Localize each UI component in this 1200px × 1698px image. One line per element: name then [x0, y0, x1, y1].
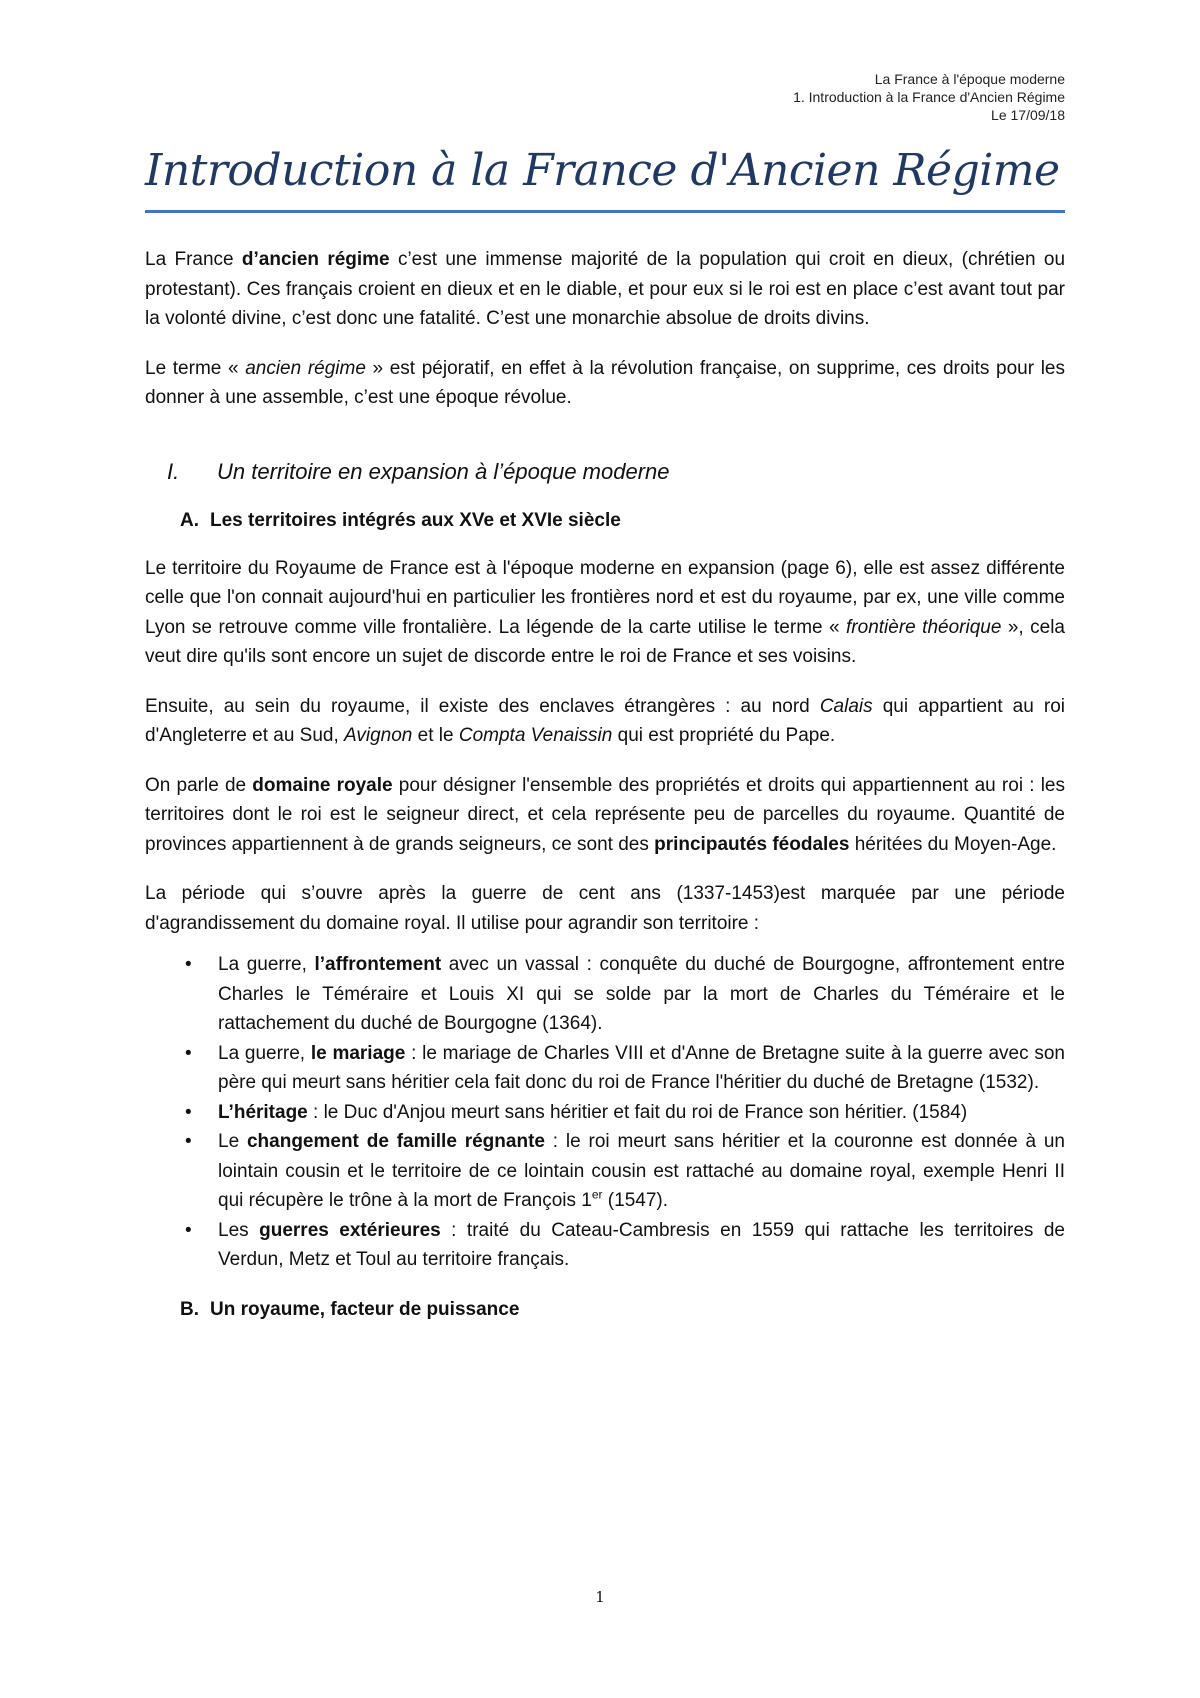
paragraph-territoire: [145, 554, 1065, 672]
section-heading-1: [167, 457, 1065, 487]
text-run: (1547).: [602, 1190, 669, 1211]
text-run: : le mariage de Charles VIII et d'Anne de Bretagne suite à la guerre avec son père qui meurt sans héritier cela fait donc du roi de France l'héritier du duché de Bretagne (1532).: [218, 1042, 1066, 1093]
text-run: Ensuite, au sein du royaume, il existe des enclaves étrangères : au nord: [145, 695, 820, 717]
text-run: », cela veut dire qu'ils sont encore un sujet de discorde entre le roi de France et ses voisins.: [145, 616, 1065, 667]
text-run: avec un vassal : conquête du duché de Bourgogne, affrontement entre Charles le Téméraire et Louis XI qui se solde par la mort de Charles du Téméraire et le rattachement du duché de Bourgogne (1364).: [218, 954, 1065, 1034]
paragraph-periode: La période qui s’ouvre après la guerre de cent ans (1337-1453)est marquée par une période d'agrandissement du domaine royal. Il utilise pour agrandir son territoire :: [145, 883, 1065, 934]
text-run: La guerre,: [218, 954, 315, 975]
text-run: Le terme «: [145, 357, 246, 379]
text-run: » est péjoratif, en effet à la révolution française, on supprime, ces droits pour les donner à une assemble, c’est une époque révolue.: [145, 357, 1065, 408]
text-run: héritées du Moyen-Age.: [849, 833, 1057, 855]
list-item: [145, 1098, 1065, 1128]
italic-term: ancien régime: [245, 357, 366, 379]
text-run: et le: [412, 725, 459, 746]
list-item: [145, 1127, 1065, 1216]
subsection-letter: B.: [180, 1298, 199, 1320]
bullet-icon: •: [185, 1101, 192, 1123]
document-body: [145, 245, 1065, 1342]
subsection-heading-a: [180, 506, 1065, 536]
title-underline: [145, 210, 1065, 213]
italic-term: frontière théorique: [846, 616, 1002, 638]
text-run: : le roi meurt sans héritier et la couronne est donnée à un lointain cousin et le territoire de ce lointain cousin est rattaché au domaine royal, exemple Henri II qui récupère le trône à la mort de François 1: [218, 1131, 1065, 1211]
subsection-letter: A.: [180, 510, 199, 531]
text-run: Le territoire du Royaume de France est à l'époque moderne en expansion (page 6), elle est assez différente celle que l'on connait aujourd'hui en particulier les frontières nord et est du royaume, par ex, une ville comme Lyon se retrouve comme ville frontalière. La légende de la carte utilise le terme «: [145, 557, 1065, 638]
list-item: [145, 1039, 1065, 1098]
paragraph-domaine-royale: [145, 771, 1065, 860]
bold-term: changement de famille régnante: [246, 1131, 545, 1152]
header-date: Le 17/09/18: [991, 107, 1065, 123]
subsection-title: Un royaume, facteur de puissance: [210, 1298, 520, 1320]
text-run: qui est propriété du Pape.: [612, 725, 836, 746]
intro-paragraph-1: [145, 245, 1065, 334]
text-run: : le Duc d'Anjou meurt sans héritier et fait du roi de France son héritier. (1584): [307, 1101, 968, 1123]
bullet-icon: •: [185, 1131, 192, 1152]
list-item: [145, 950, 1065, 1039]
text-run: On parle de: [145, 774, 253, 796]
text-run: c’est une immense majorité de la population qui croit en dieux, (chrétien ou protestant). Ces français croient en dieux et en le diable, et pour eux si le roi est en place c’est avant tout par la volonté divine, c’est donc une fatalité. C’est une monarchie absolue de droits divins.: [145, 249, 1066, 329]
bullet-icon: •: [185, 1042, 192, 1064]
bold-term: le mariage: [310, 1042, 406, 1064]
italic-term: Calais: [819, 695, 873, 717]
bold-term: L’héritage: [218, 1101, 308, 1123]
header-chapter: 1. Introduction à la France d'Ancien Régime: [793, 89, 1065, 105]
list-item: [145, 1216, 1065, 1275]
bold-term: d’ancien régime: [241, 249, 390, 270]
text-run: pour désigner l'ensemble des propriétés et droits qui appartiennent au roi : les territoires dont le roi est le seigneur direct, et cela représente peu de parcelles du royaume. Quantité de provinces appartiennent à de grands seigneurs, ce sont des: [145, 774, 1065, 855]
text-run: La guerre,: [218, 1042, 311, 1064]
header-course: La France à l'époque moderne: [874, 71, 1065, 87]
paragraph-enclaves: [145, 692, 1065, 751]
text-run: La France: [145, 249, 242, 270]
page-number: 1: [595, 1588, 605, 1606]
text-run: : traité du Cateau-Cambresis en 1559 qui rattache les territoires de Verdun, Metz et Toul au territoire français.: [218, 1219, 1065, 1270]
intro-paragraph-2: [145, 354, 1065, 413]
subsection-title: Les territoires intégrés aux XVe et XVIe siècle: [210, 510, 621, 531]
section-title: Un territoire en expansion à l’époque moderne: [217, 458, 670, 484]
text-run: qui appartient au roi d'Angleterre et au Sud,: [145, 695, 1065, 746]
italic-term: Compta Venaissin: [458, 725, 613, 746]
subsection-heading-b: [180, 1295, 1065, 1325]
bullet-icon: •: [185, 1219, 192, 1241]
italic-term: Avignon: [344, 725, 413, 746]
text-run: Le: [218, 1131, 247, 1152]
bullet-list: [145, 950, 1065, 1275]
page-header: [793, 70, 1065, 124]
bold-term: principautés féodales: [654, 833, 850, 855]
section-number: I.: [167, 458, 180, 484]
text-run: Les: [218, 1219, 260, 1241]
superscript: er: [591, 1187, 603, 1202]
bold-term: guerres extérieures: [259, 1219, 441, 1241]
document-title: Introduction à la France d'Ancien Régime: [145, 145, 1060, 196]
bullet-icon: •: [185, 954, 192, 975]
bold-term: l’affrontement: [314, 954, 442, 975]
bold-term: domaine royale: [252, 774, 393, 796]
